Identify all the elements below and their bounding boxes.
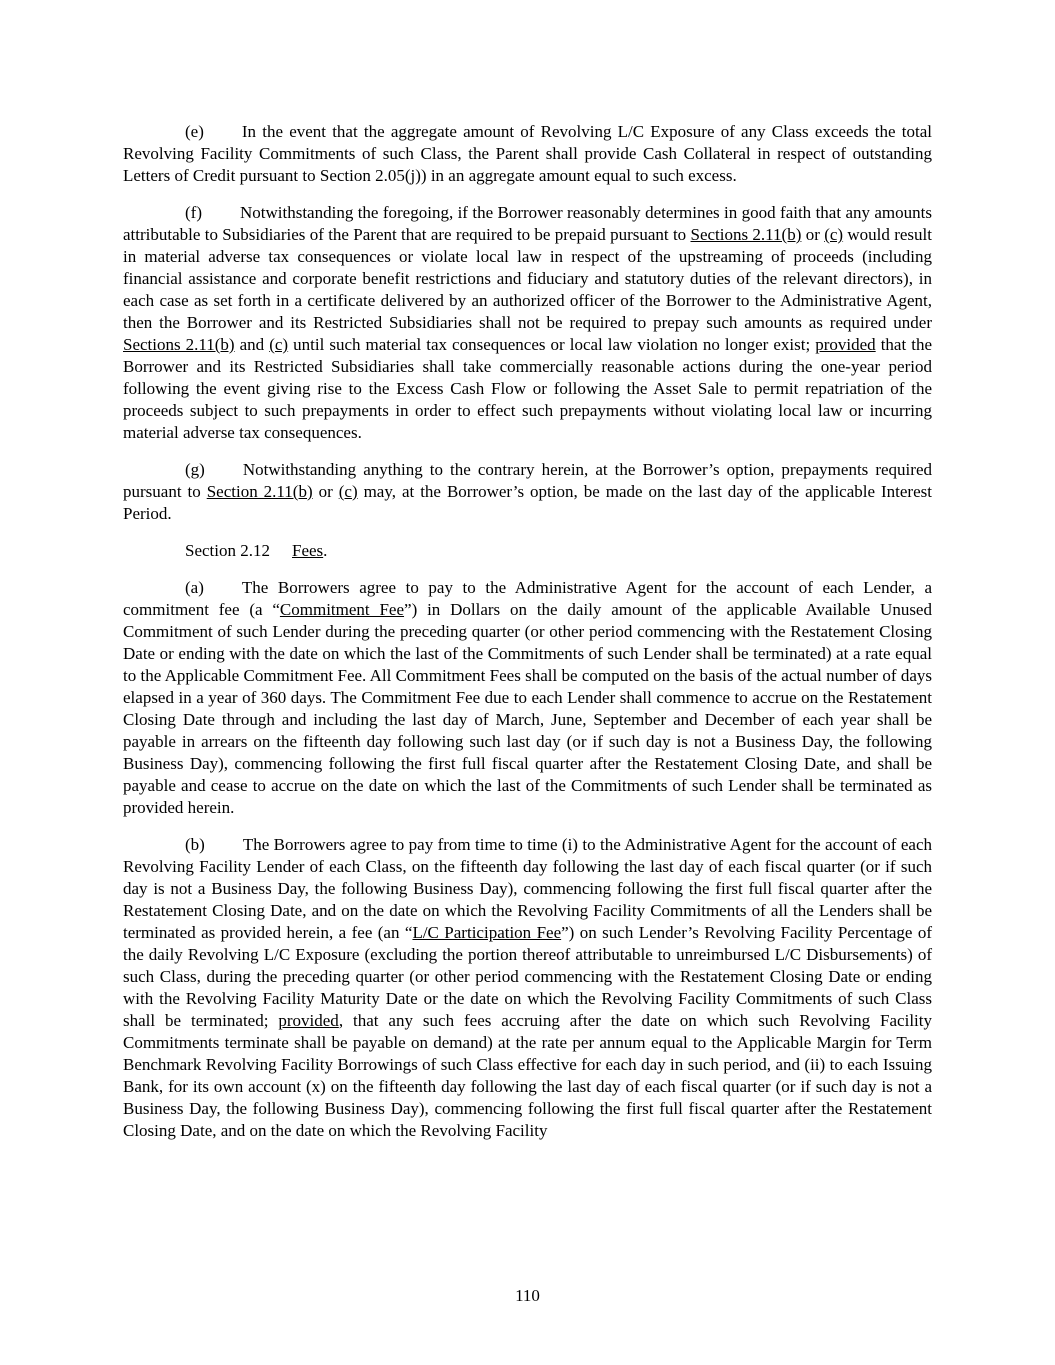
page-number: 110 bbox=[515, 1286, 540, 1305]
paragraph-f: (f) Notwithstanding the foregoing, if the Borrower reasonably determines in good faith that any amounts attributable to Subsidiaries of the Parent that are required to be prepaid pursuant to Sections 2.11(b) or (c) would result in material adverse tax consequences or violate local law in respect of the upstreaming of proceeds (including financial assistance and corporate benefit restrictions and fiduciary and statutory duties of the relevant directors), in each case as set forth in a certificate delivered by an authorized officer of the Borrower to the Administrative Agent, then the Borrower and its Restricted Subsidiaries shall not be required to prepay such amounts as required under Sections 2.11(b) and (c) until such material tax consequences or local law violation no longer exist; provided that the Borrower and its Restricted Subsidiaries shall take commercially reasonable actions during the one-year period following the event giving rise to the Excess Cash Flow or following the Asset Sale to permit repatriation of the proceeds subject to such prepayments in order to effect such prepayments without violating local law or incurring material adverse tax consequences. bbox=[123, 203, 932, 442]
paragraph-g: (g) Notwithstanding anything to the contrary herein, at the Borrower’s option, prepayments required pursuant to Section 2.11(b) or (c) may, at the Borrower’s option, be made on the last day of the applicable Interest Period. bbox=[123, 460, 932, 523]
paragraph-b: (b) The Borrowers agree to pay from time to time (i) to the Administrative Agent for the account of each Revolving Facility Lender of each Class, on the fifteenth day following the last day of each fiscal quarter (or if such day is not a Business Day, the following Business Day), commencing following the first full fiscal quarter after the Restatement Closing Date, and on the date on which the Revolving Facility Commitments of all the Lenders shall be terminated as provided herein, a fee (an “L/C Participation Fee”) on such Lender’s Revolving Facility Percentage of the daily Revolving L/C Exposure (excluding the portion thereof attributable to unreimbursed L/C Disbursements) of such Class, during the preceding quarter (or other period commencing with the Restatement Closing Date or ending with the Revolving Facility Maturity Date or the date on which the Revolving Facility Commitments of such Class shall be terminated; provided, that any such fees accruing after the date on which such Revolving Facility Commitments terminate shall be payable on demand) at the rate per annum equal to the Applicable Margin for Term Benchmark Revolving Facility Borrowings of such Class effective for each day in such period, and (ii) to each Issuing Bank, for its own account (x) on the fifteenth day following the last day of each fiscal quarter (or if such day is not a Business Day, the following Business Day), commencing following the first full fiscal quarter after the Restatement Closing Date, and on the date on which the Revolving Facility bbox=[123, 835, 932, 1140]
paragraph-a: (a) The Borrowers agree to pay to the Administrative Agent for the account of each Lender, a commitment fee (a “Commitment Fee”) in Dollars on the daily amount of the applicable Available Unused Commitment of such Lender during the preceding quarter (or other period commencing with the Restatement Closing Date or ending with the date on which the last of the Commitments of such Lender shall be terminated) at a rate equal to the Applicable Commitment Fee. All Commitment Fees shall be computed on the basis of the actual number of days elapsed in a year of 360 days. The Commitment Fee due to each Lender shall commence to accrue on the Restatement Closing Date through and including the last day of March, June, September and December of each year shall be payable in arrears on the fifteenth day following such last day (or if such day is not a Business Day, the following Business Day), commencing following the first full fiscal quarter after the Restatement Closing Date, and shall be payable and cease to accrue on the date on which the last of the Commitments of such Lender shall be terminated as provided herein. bbox=[123, 578, 932, 817]
paragraph-e: (e) In the event that the aggregate amount of Revolving L/C Exposure of any Class exceeds the total Revolving Facility Commitments of such Class, the Parent shall provide Cash Collateral in respect of outstanding Letters of Credit pursuant to Section 2.05(j)) in an aggregate amount equal to such excess. bbox=[123, 122, 932, 185]
section-heading-2-12: Section 2.12 Fees. bbox=[185, 541, 328, 560]
